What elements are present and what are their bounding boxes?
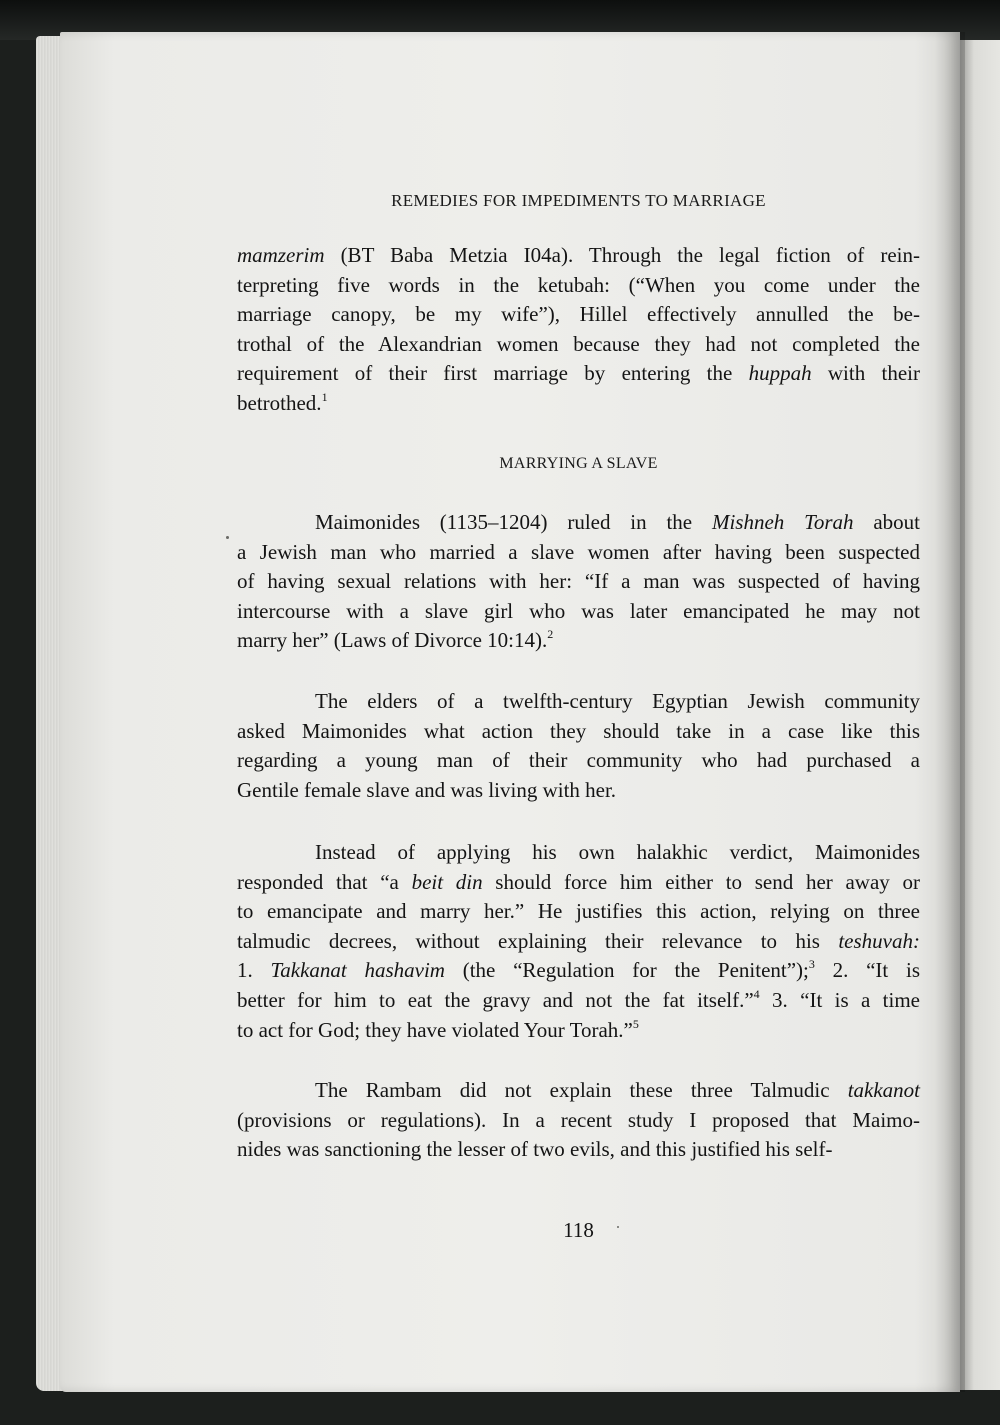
text-run: Maimonides (1135–1204) ruled in the [315, 510, 712, 534]
text-line [237, 838, 920, 868]
paragraph-3 [237, 687, 920, 805]
text-line [237, 1135, 920, 1165]
text-line [237, 241, 920, 271]
text-line [237, 1106, 920, 1136]
text-line [237, 389, 920, 419]
text-line [237, 359, 920, 389]
text-run: (the “Regulation for the Penitent”); [444, 958, 809, 983]
text-run: nides was sanctioning the lesser of two evils, and this justified his self- [237, 1137, 833, 1162]
italic-term: Takkanat hashavim [270, 958, 445, 983]
footnote-marker: 4 [753, 986, 760, 1001]
text-line [237, 897, 920, 927]
text-run: 3. “It is a time [759, 987, 920, 1012]
text-line [237, 538, 920, 568]
text-run: marriage canopy, be my wife”), Hillel effectively annulled the be- [237, 302, 920, 327]
text-run: to emancipate and marry her.” He justifies this action, relying on three [237, 899, 920, 924]
paragraph-1 [237, 241, 920, 419]
footnote-marker: 1 [321, 389, 328, 404]
text-line [237, 271, 920, 301]
text-line [237, 717, 920, 747]
text-run: better for him to eat the gravy and not the fat itself.” [237, 987, 754, 1012]
text-line [237, 776, 920, 806]
italic-term: huppah [748, 361, 812, 386]
text-run: talmudic decrees, without explaining their relevance to his [237, 928, 839, 953]
text-line [237, 986, 920, 1016]
text-line [237, 508, 920, 538]
italic-term: beit din [411, 869, 483, 894]
text-line [237, 330, 920, 360]
text-run: The elders of a twelfth-century Egyptian Jewish community [315, 689, 920, 713]
italic-term: takkanot [847, 1078, 920, 1102]
text-run: betrothed. [237, 390, 322, 415]
page-number: 118 [563, 1218, 594, 1242]
text-run: marry her” (Laws of Divorce 10:14). [237, 628, 548, 653]
text-line [237, 868, 920, 898]
paper-speck [226, 536, 229, 539]
text-run: requirement of their first marriage by entering the [237, 361, 749, 386]
text-line [237, 1016, 920, 1046]
text-run: about [853, 510, 921, 534]
footnote-marker: 5 [632, 1016, 639, 1031]
text-run: trothal of the Alexandrian women because they had not completed the [237, 331, 920, 356]
gutter-shadow [935, 32, 965, 1392]
text-run: The Rambam did not explain these three Talmudic [315, 1078, 848, 1102]
italic-term: Mishneh Torah [711, 510, 854, 534]
text-run: Instead of applying his own halakhic verdict, Maimonides [315, 840, 920, 864]
text-line [237, 927, 920, 957]
text-run: a Jewish man who married a slave women after having been suspected [237, 539, 920, 564]
paragraph-5 [237, 1076, 920, 1165]
text-run: asked Maimonides what action they should take in a case like this [237, 718, 920, 743]
text-run: should force him either to send her away or [482, 869, 920, 894]
text-line [237, 1076, 920, 1106]
italic-term: teshuvah: [838, 928, 920, 953]
text-run: Gentile female slave and was living with her. [237, 777, 617, 802]
paper-speck [617, 1226, 619, 1228]
text-line [237, 597, 920, 627]
facing-page-edge [960, 40, 1000, 1390]
text-run: 1. [237, 958, 271, 983]
running-head: REMEDIES FOR IMPEDIMENTS TO MARRIAGE [391, 191, 766, 210]
text-line [237, 956, 920, 986]
italic-term: mamzerim [237, 243, 325, 267]
text-run: (provisions or regulations). In a recent study I proposed that Maimo- [237, 1107, 920, 1132]
text-line [237, 567, 920, 597]
text-run: terpreting five words in the ketubah: (“When you come under the [237, 272, 920, 297]
footnote-marker: 3 [808, 957, 815, 972]
text-run: intercourse with a slave girl who was later emancipated he may not [237, 598, 920, 623]
paragraph-4 [237, 838, 920, 1045]
text-run: responded that “a [237, 869, 412, 894]
text-run: to act for God; they have violated Your Torah.” [237, 1017, 633, 1042]
text-run: (BT Baba Metzia I04a). Through the legal fiction of rein- [324, 243, 920, 267]
text-line [237, 626, 920, 656]
text-line [237, 300, 920, 330]
text-line [237, 746, 920, 776]
section-title: MARRYING A SLAVE [499, 455, 658, 472]
footnote-marker: 2 [547, 627, 554, 642]
text-line [237, 687, 920, 717]
paragraph-2 [237, 508, 920, 656]
text-run: regarding a young man of their community who had purchased a [237, 748, 920, 773]
text-run: 2. “It is [814, 958, 921, 983]
text-run: with their [811, 361, 920, 386]
text-run: of having sexual relations with her: “If a man was suspected of having [237, 569, 920, 594]
